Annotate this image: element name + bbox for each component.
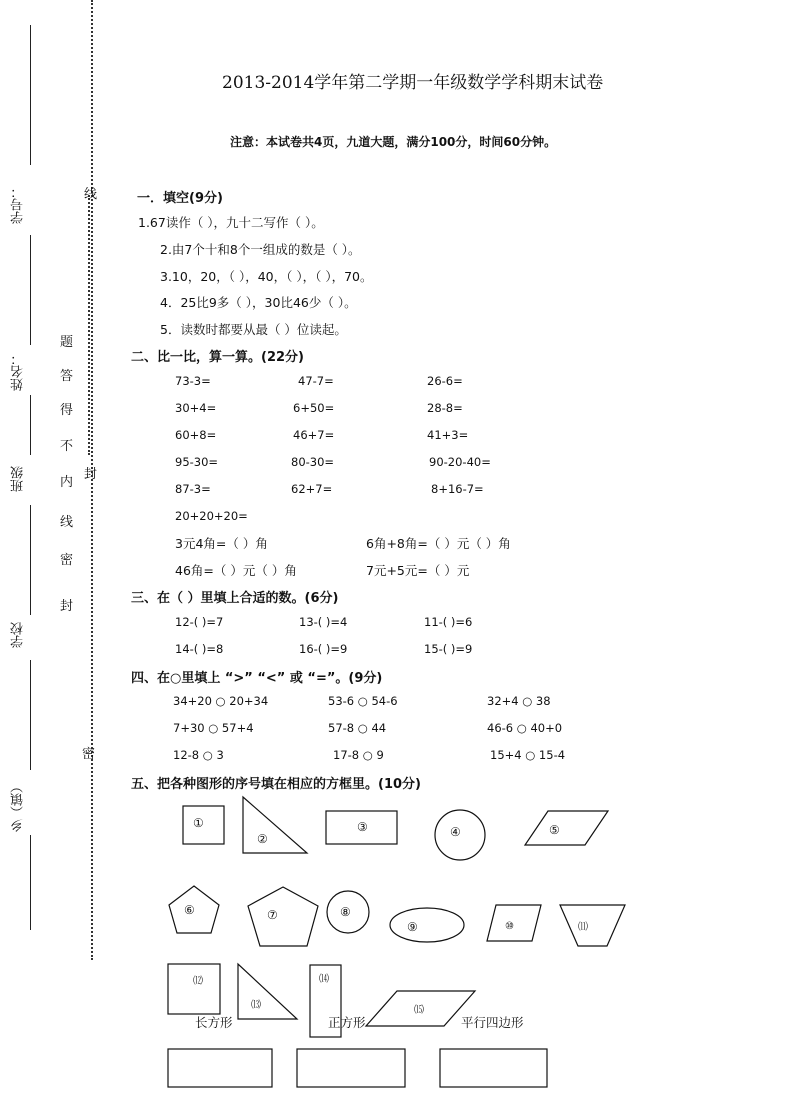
section-3-title: 三、在（ ）里填上合适的数。(6分) — [131, 591, 339, 606]
shape-triangle-2 — [243, 797, 307, 853]
s3-item: 13-( )=4 — [299, 615, 348, 629]
section-1-title: 一．填空(9分) — [137, 191, 223, 206]
s2-calc: 80-30= — [291, 455, 335, 469]
s2-calc: 20+20+20= — [175, 509, 248, 523]
s2-money: 46角=（ ）元（ ）角 — [175, 563, 297, 578]
shape-label: ⒀ — [251, 1000, 261, 1011]
section-5-title: 五、把各种图形的序号填在相应的方框里。(10分) — [131, 777, 421, 792]
shape-label: ⑾ — [578, 922, 588, 933]
seal-char: 答 — [60, 369, 74, 384]
s4-item: 7+30 ○ 57+4 — [173, 721, 254, 735]
shape-trapezoid-11 — [560, 905, 625, 946]
shape-square-12 — [168, 964, 220, 1014]
shape-label: ⒁ — [319, 974, 329, 985]
s2-calc: 73-3= — [175, 374, 211, 388]
s4-item: 15+4 ○ 15-4 — [490, 748, 566, 762]
township-label: 乡（镇） — [11, 780, 26, 832]
s4-item: 46-6 ○ 40+0 — [487, 721, 563, 735]
s2-calc: 90-20-40= — [429, 455, 491, 469]
shape-pentagon-7 — [248, 887, 318, 946]
shape-label: ⑨ — [407, 920, 418, 934]
seal-char: 封 — [60, 599, 74, 614]
s2-calc: 95-30= — [175, 455, 219, 469]
shape-label: ⑥ — [184, 903, 195, 917]
exam-title: 2013-2014学年第二学期一年级数学学科期末试卷 — [222, 73, 604, 93]
s4-item: 32+4 ○ 38 — [487, 694, 551, 708]
s4-item: 17-8 ○ 9 — [333, 748, 384, 762]
s1-item: 4．25比9多（ ），30比46少（ ）。 — [160, 295, 357, 310]
shape-label: ⑦ — [267, 908, 278, 922]
s4-item: 57-8 ○ 44 — [328, 721, 387, 735]
s2-money: 6角+8角=（ ）元（ ）角 — [366, 536, 511, 551]
seal-char: 题 — [60, 335, 74, 350]
seal-char: 密 — [82, 747, 96, 762]
seal-char: 密 — [60, 553, 74, 568]
answer-box-square[interactable] — [297, 1049, 405, 1087]
s2-calc: 47-7= — [298, 374, 334, 388]
answer-box-parallelogram[interactable] — [440, 1049, 547, 1087]
shape-ellipse-9 — [390, 908, 464, 942]
section-2-title: 二、比一比，算一算。(22分) — [131, 350, 304, 365]
s1-item: 1.67读作（ ），九十二写作（ ）。 — [138, 215, 324, 230]
shape-label: ④ — [450, 825, 461, 839]
s4-item: 53-6 ○ 54-6 — [328, 694, 398, 708]
s4-item: 34+20 ○ 20+34 — [173, 694, 269, 708]
exam-note: 注意：本试卷共4页，九道大题，满分100分，时间60分钟。 — [230, 135, 557, 149]
category-square: 正方形 — [328, 1015, 366, 1030]
seal-char: 线 — [60, 515, 74, 530]
seal-char: 得 — [60, 403, 74, 418]
s2-calc: 6+50= — [293, 401, 335, 415]
s1-item: 5．读数时都要从最（ ）位读起。 — [160, 322, 347, 337]
seal-char: 内 — [60, 475, 74, 490]
s2-money: 3元4角=（ ）角 — [175, 536, 268, 551]
s2-calc: 62+7= — [291, 482, 333, 496]
s2-calc: 87-3= — [175, 482, 211, 496]
seal-char: 不 — [60, 439, 74, 454]
s2-calc: 30+4= — [175, 401, 217, 415]
shape-label: ⑩ — [505, 921, 514, 932]
s2-calc: 41+3= — [427, 428, 469, 442]
seal-char: 线 — [84, 187, 98, 202]
s3-item: 15-( )=9 — [424, 642, 473, 656]
shape-parallelogram-10 — [487, 905, 541, 941]
school-label: 学校 — [11, 622, 26, 648]
shape-label: ⑤ — [549, 823, 560, 837]
s3-item: 11-( )=6 — [424, 615, 473, 629]
s2-calc: 28-8= — [427, 401, 463, 415]
shape-parallelogram-5 — [525, 811, 608, 845]
seal-char: 封 — [84, 467, 98, 482]
shape-triangle-13 — [238, 964, 297, 1019]
student-id-label: 学号： — [11, 185, 26, 224]
s2-calc: 60+8= — [175, 428, 217, 442]
shape-label: ② — [257, 832, 268, 846]
shape-label: ① — [193, 816, 204, 830]
section-4-title: 四、在○里填上 “>” “<” 或 “=”。(9分) — [131, 671, 383, 686]
s3-item: 16-( )=9 — [299, 642, 348, 656]
shape-label: ⑿ — [193, 976, 203, 987]
shape-label: ⒂ — [414, 1005, 424, 1016]
s3-item: 12-( )=7 — [175, 615, 224, 629]
s2-calc: 46+7= — [293, 428, 335, 442]
s1-item: 3.10，20，（ ），40，（ ），（ ），70。 — [160, 269, 373, 284]
s2-calc: 26-6= — [427, 374, 463, 388]
s2-money: 7元+5元=（ ）元 — [366, 563, 470, 578]
category-parallelogram: 平行四边形 — [461, 1015, 524, 1030]
s2-calc: 8+16-7= — [431, 482, 484, 496]
answer-box-rectangle[interactable] — [168, 1049, 272, 1087]
shape-label: ⑧ — [340, 905, 351, 919]
category-rectangle: 长方形 — [195, 1015, 233, 1030]
s4-item: 12-8 ○ 3 — [173, 748, 224, 762]
s3-item: 14-( )=8 — [175, 642, 224, 656]
s1-item: 2.由7个十和8个一组成的数是（ ）。 — [160, 242, 361, 257]
shape-label: ③ — [357, 820, 368, 834]
name-label: 姓名： — [11, 352, 26, 391]
class-label: 班级 — [11, 466, 26, 492]
